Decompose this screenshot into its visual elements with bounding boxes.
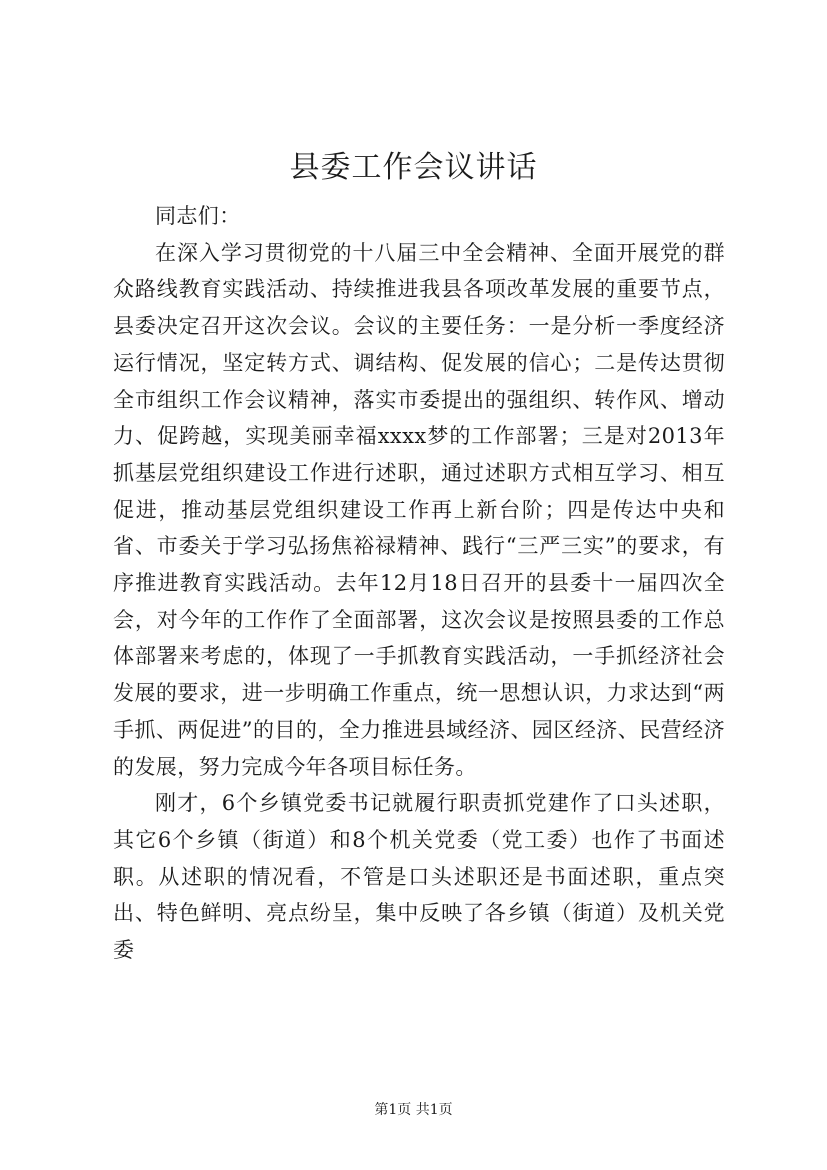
salutation-paragraph: 同志们： [155, 204, 241, 228]
body-paragraph-2: 刚才，6个乡镇党委书记就履行职责抓党建作了口头述职，其它6个乡镇（街道）和8个机关党委（党工委）也作了书面述职。从述职的情况看，不管是口头述职还是书面述职，重点突出、特色鲜明、亮点纷呈，集中反映了各乡镇（街道）及机关党委 [113, 791, 725, 963]
page-footer: 第1页 共1页 [374, 1102, 453, 1118]
document-title: 县委工作会议讲话 [289, 150, 538, 185]
body-paragraph-1: 在深入学习贯彻党的十八届三中全会精神、全面开展党的群众路线教育实践活动、持续推进我县各项改革发展的重要节点，县委决定召开这次会议。会议的主要任务：一是分析一季度经济运行情况，坚定转方式、调结构、促发展的信心；二是传达贯彻全市组织工作会议精神，落实市委提出的强组织、转作风、增动力、促跨越，实现美丽幸福xxxx梦的工作部署；三是对2013年抓基层党组织建设工作进行述职，通过述职方式相互学习、相互促进，推动基层党组织建设工作再上新台阶；四是传达中央和省、市委关于学习弘扬焦裕禄精神、践行“三严三实”的要求，有序推进教育实践活动。去年12月18日召开的县委十一届四次全会，对今年的工作作了全面部署，这次会议是按照县委的工作总体部署来考虑的，体现了一手抓教育实践活动，一手抓经济社会发展的要求，进一步明确工作重点，统一思想认识，力求达到“两手抓、两促进”的目的，全力推进县域经济、园区经济、民营经济的发展，努力完成今年各项目标任务。 [113, 240, 725, 779]
document-body [113, 198, 725, 969]
